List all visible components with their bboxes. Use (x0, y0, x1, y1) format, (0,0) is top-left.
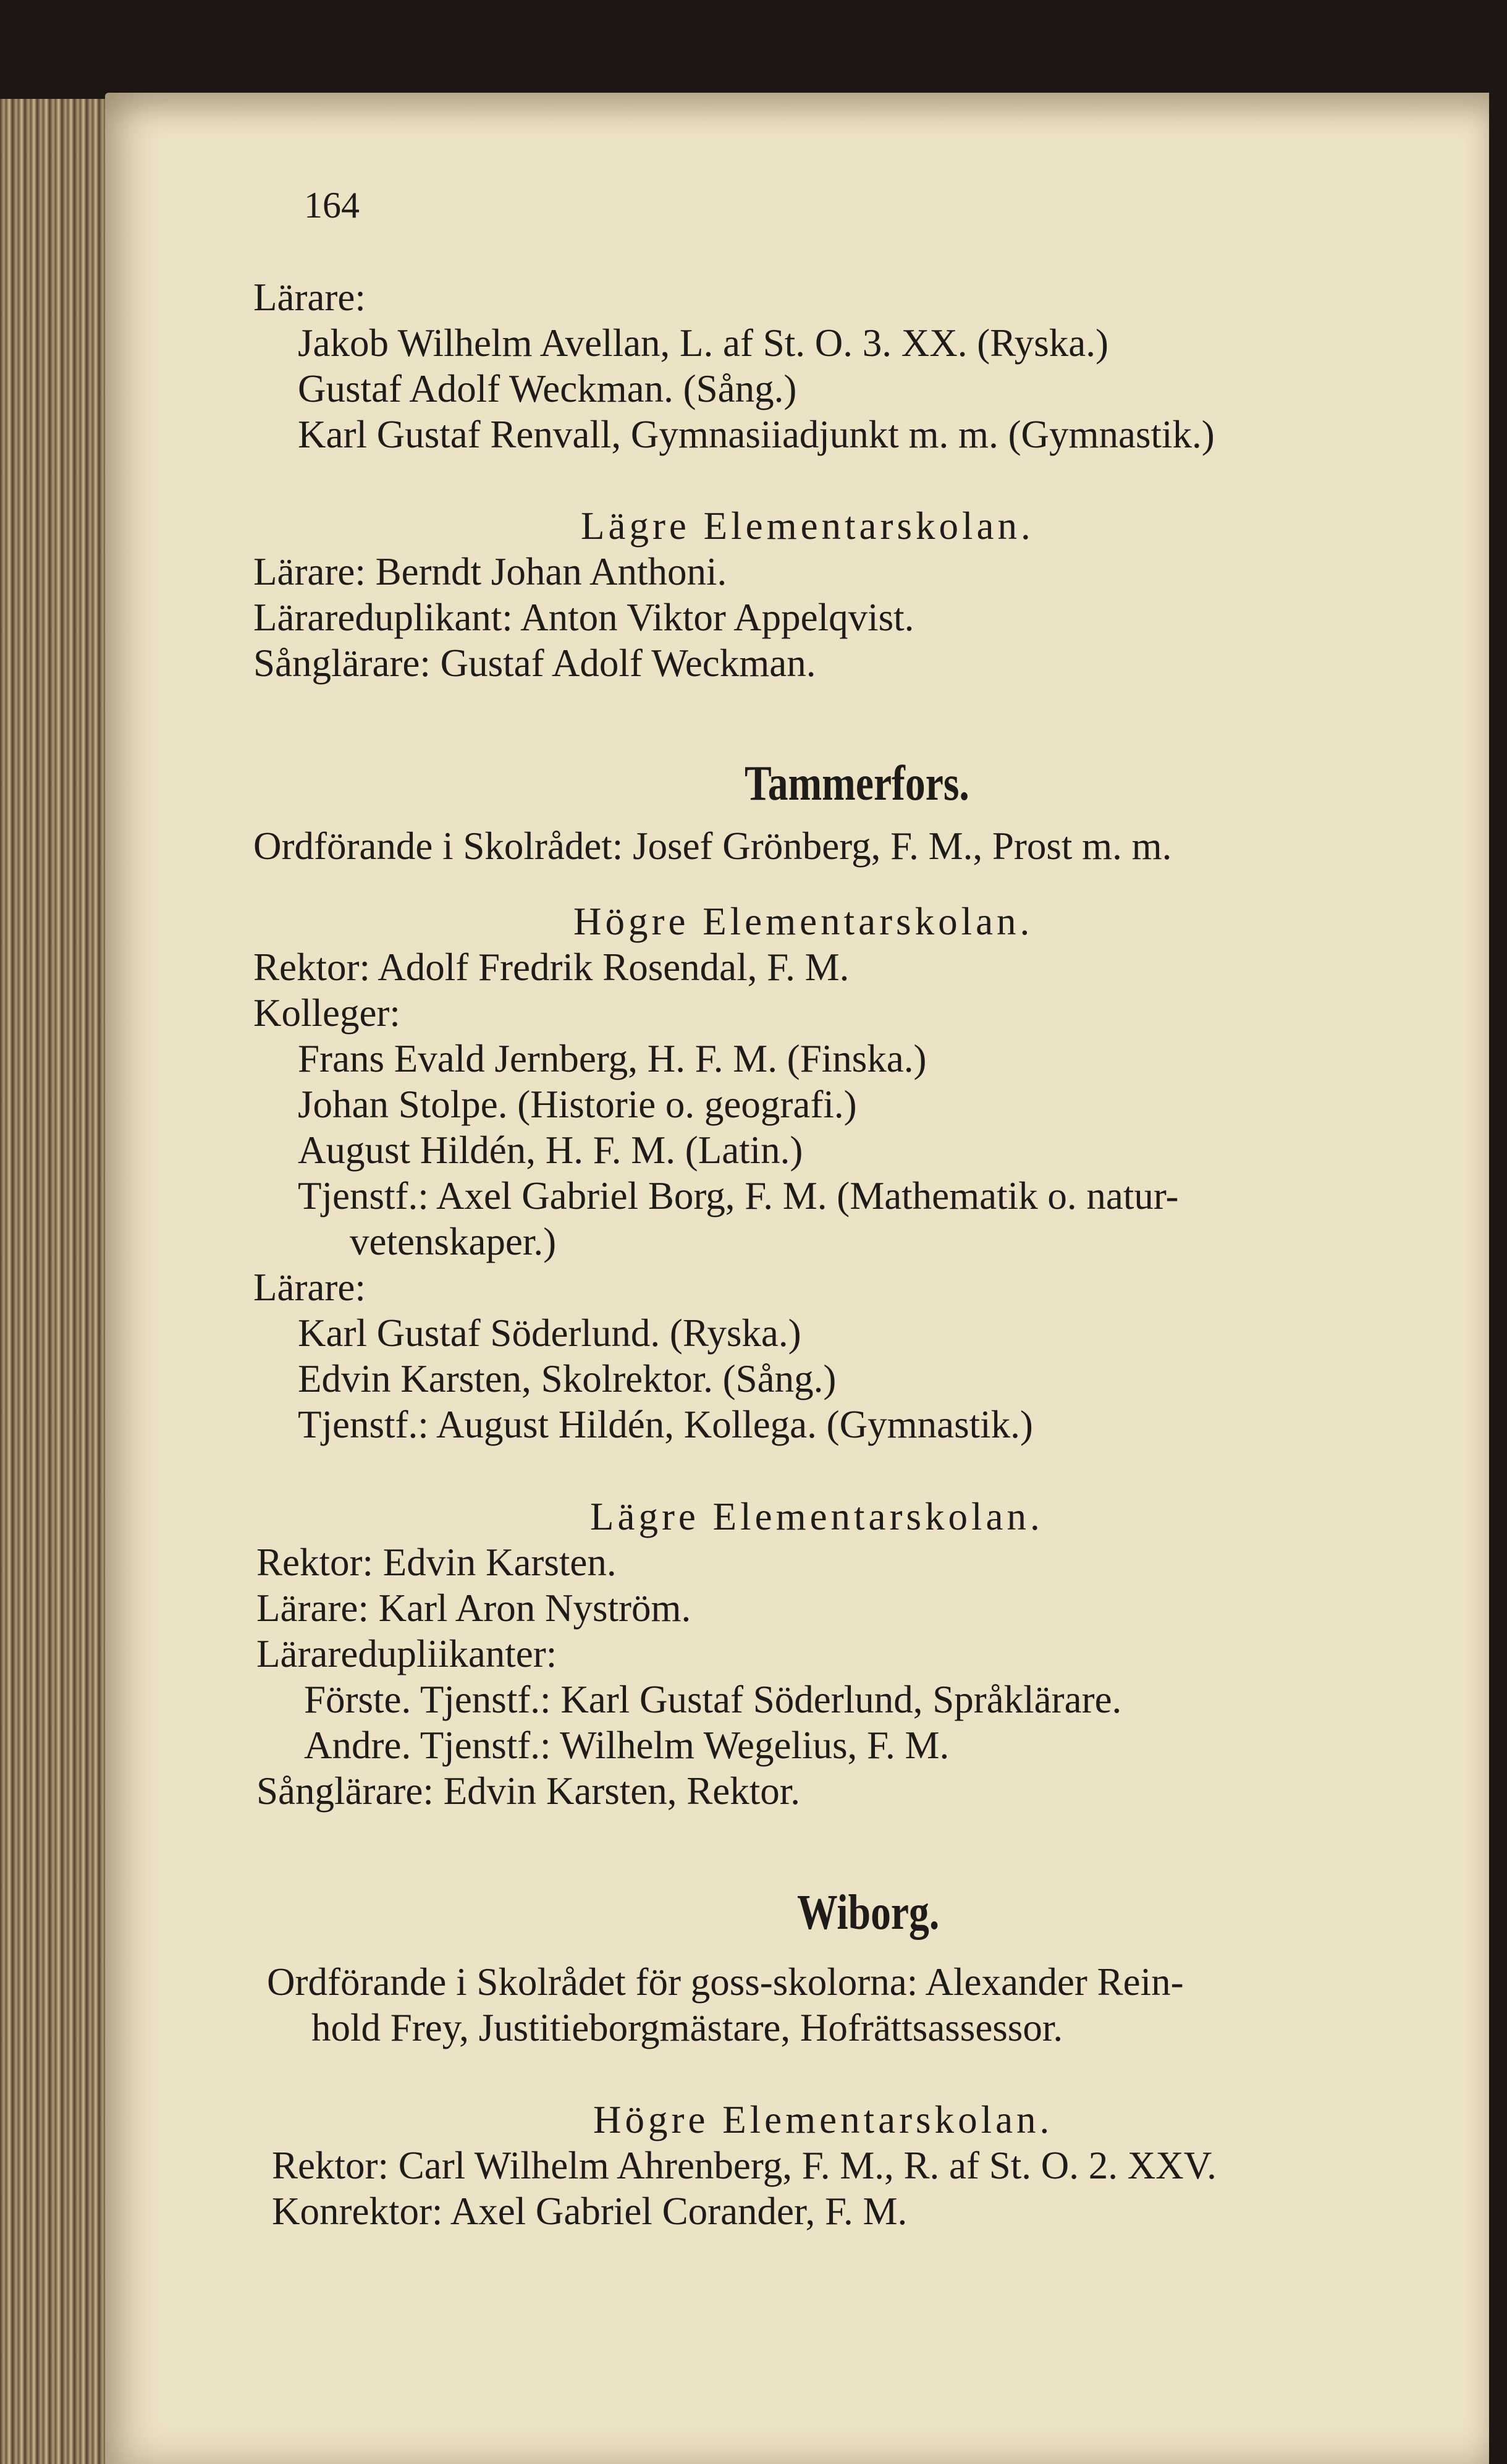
section-label: Lärare: (253, 1266, 366, 1309)
staff-entry: Jakob Wilhelm Avellan, L. af St. O. 3. XX. (Ryska.) (298, 321, 1108, 365)
staff-entry: Tjenstf.: Axel Gabriel Borg, F. M. (Mathematik o. natur- (298, 1174, 1179, 1217)
staff-entry: Andre. Tjenstf.: Wilhelm Wegelius, F. M. (304, 1724, 950, 1767)
staff-entry: Förste. Tjenstf.: Karl Gustaf Söderlund, Språklärare. (304, 1678, 1122, 1721)
staff-entry: August Hildén, H. F. M. (Latin.) (298, 1128, 803, 1172)
section-label: Kolleger: (253, 991, 400, 1035)
staff-entry: Lärareduplikant: Anton Viktor Appelqvist. (253, 596, 914, 639)
staff-entry: Karl Gustaf Söderlund. (Ryska.) (298, 1311, 801, 1355)
staff-entry: Lärare: Karl Aron Nyström. (256, 1586, 691, 1630)
staff-entry: Sånglärare: Gustaf Adolf Weckman. (253, 641, 816, 685)
chairman-entry: Ordförande i Skolrådet för goss-skolorna: Alexander Rein- (267, 1960, 1184, 2004)
staff-entry: Tjenstf.: August Hildén, Kollega. (Gymnastik.) (298, 1403, 1033, 1446)
staff-entry: Johan Stolpe. (Historie o. geografi.) (298, 1083, 857, 1126)
subsection-heading: Lägre Elementarskolan. (590, 1495, 1044, 1538)
subsection-heading: Högre Elementarskolan. (593, 2098, 1053, 2141)
chairman-entry: Ordförande i Skolrådet: Josef Grönberg, F. M., Prost m. m. (253, 824, 1172, 868)
staff-entry: Frans Evald Jernberg, H. F. M. (Finska.) (298, 1037, 927, 1080)
section-label: Läraredupliikanter: (256, 1632, 557, 1675)
city-heading: Tammerfors. (745, 756, 969, 811)
staff-entry-continuation: vetenskaper.) (350, 1220, 557, 1263)
staff-entry: Sånglärare: Edvin Karsten, Rektor. (256, 1769, 801, 1813)
staff-entry: Konrektor: Axel Gabriel Corander, F. M. (272, 2190, 908, 2233)
staff-entry: Gustaf Adolf Weckman. (Sång.) (298, 367, 797, 410)
staff-entry: Rektor: Carl Wilhelm Ahrenberg, F. M., R. af St. O. 2. XXV. (272, 2144, 1217, 2187)
subsection-heading: Lägre Elementarskolan. (581, 504, 1034, 548)
staff-entry: Rektor: Adolf Fredrik Rosendal, F. M. (253, 946, 850, 989)
subsection-heading: Högre Elementarskolan. (573, 900, 1034, 943)
staff-entry: Edvin Karsten, Skolrektor. (Sång.) (298, 1357, 837, 1400)
section-label: Lärare: (253, 276, 366, 319)
page-number: 164 (304, 185, 360, 226)
staff-entry: Rektor: Edvin Karsten. (256, 1541, 617, 1584)
staff-entry: Karl Gustaf Renvall, Gymnasiiadjunkt m. m. (Gymnastik.) (298, 413, 1215, 456)
city-heading: Wiborg. (797, 1886, 940, 1940)
chairman-entry-continuation: hold Frey, Justitieborgmästare, Hofrättsassessor. (311, 2006, 1063, 2049)
staff-entry: Lärare: Berndt Johan Anthoni. (253, 550, 727, 593)
